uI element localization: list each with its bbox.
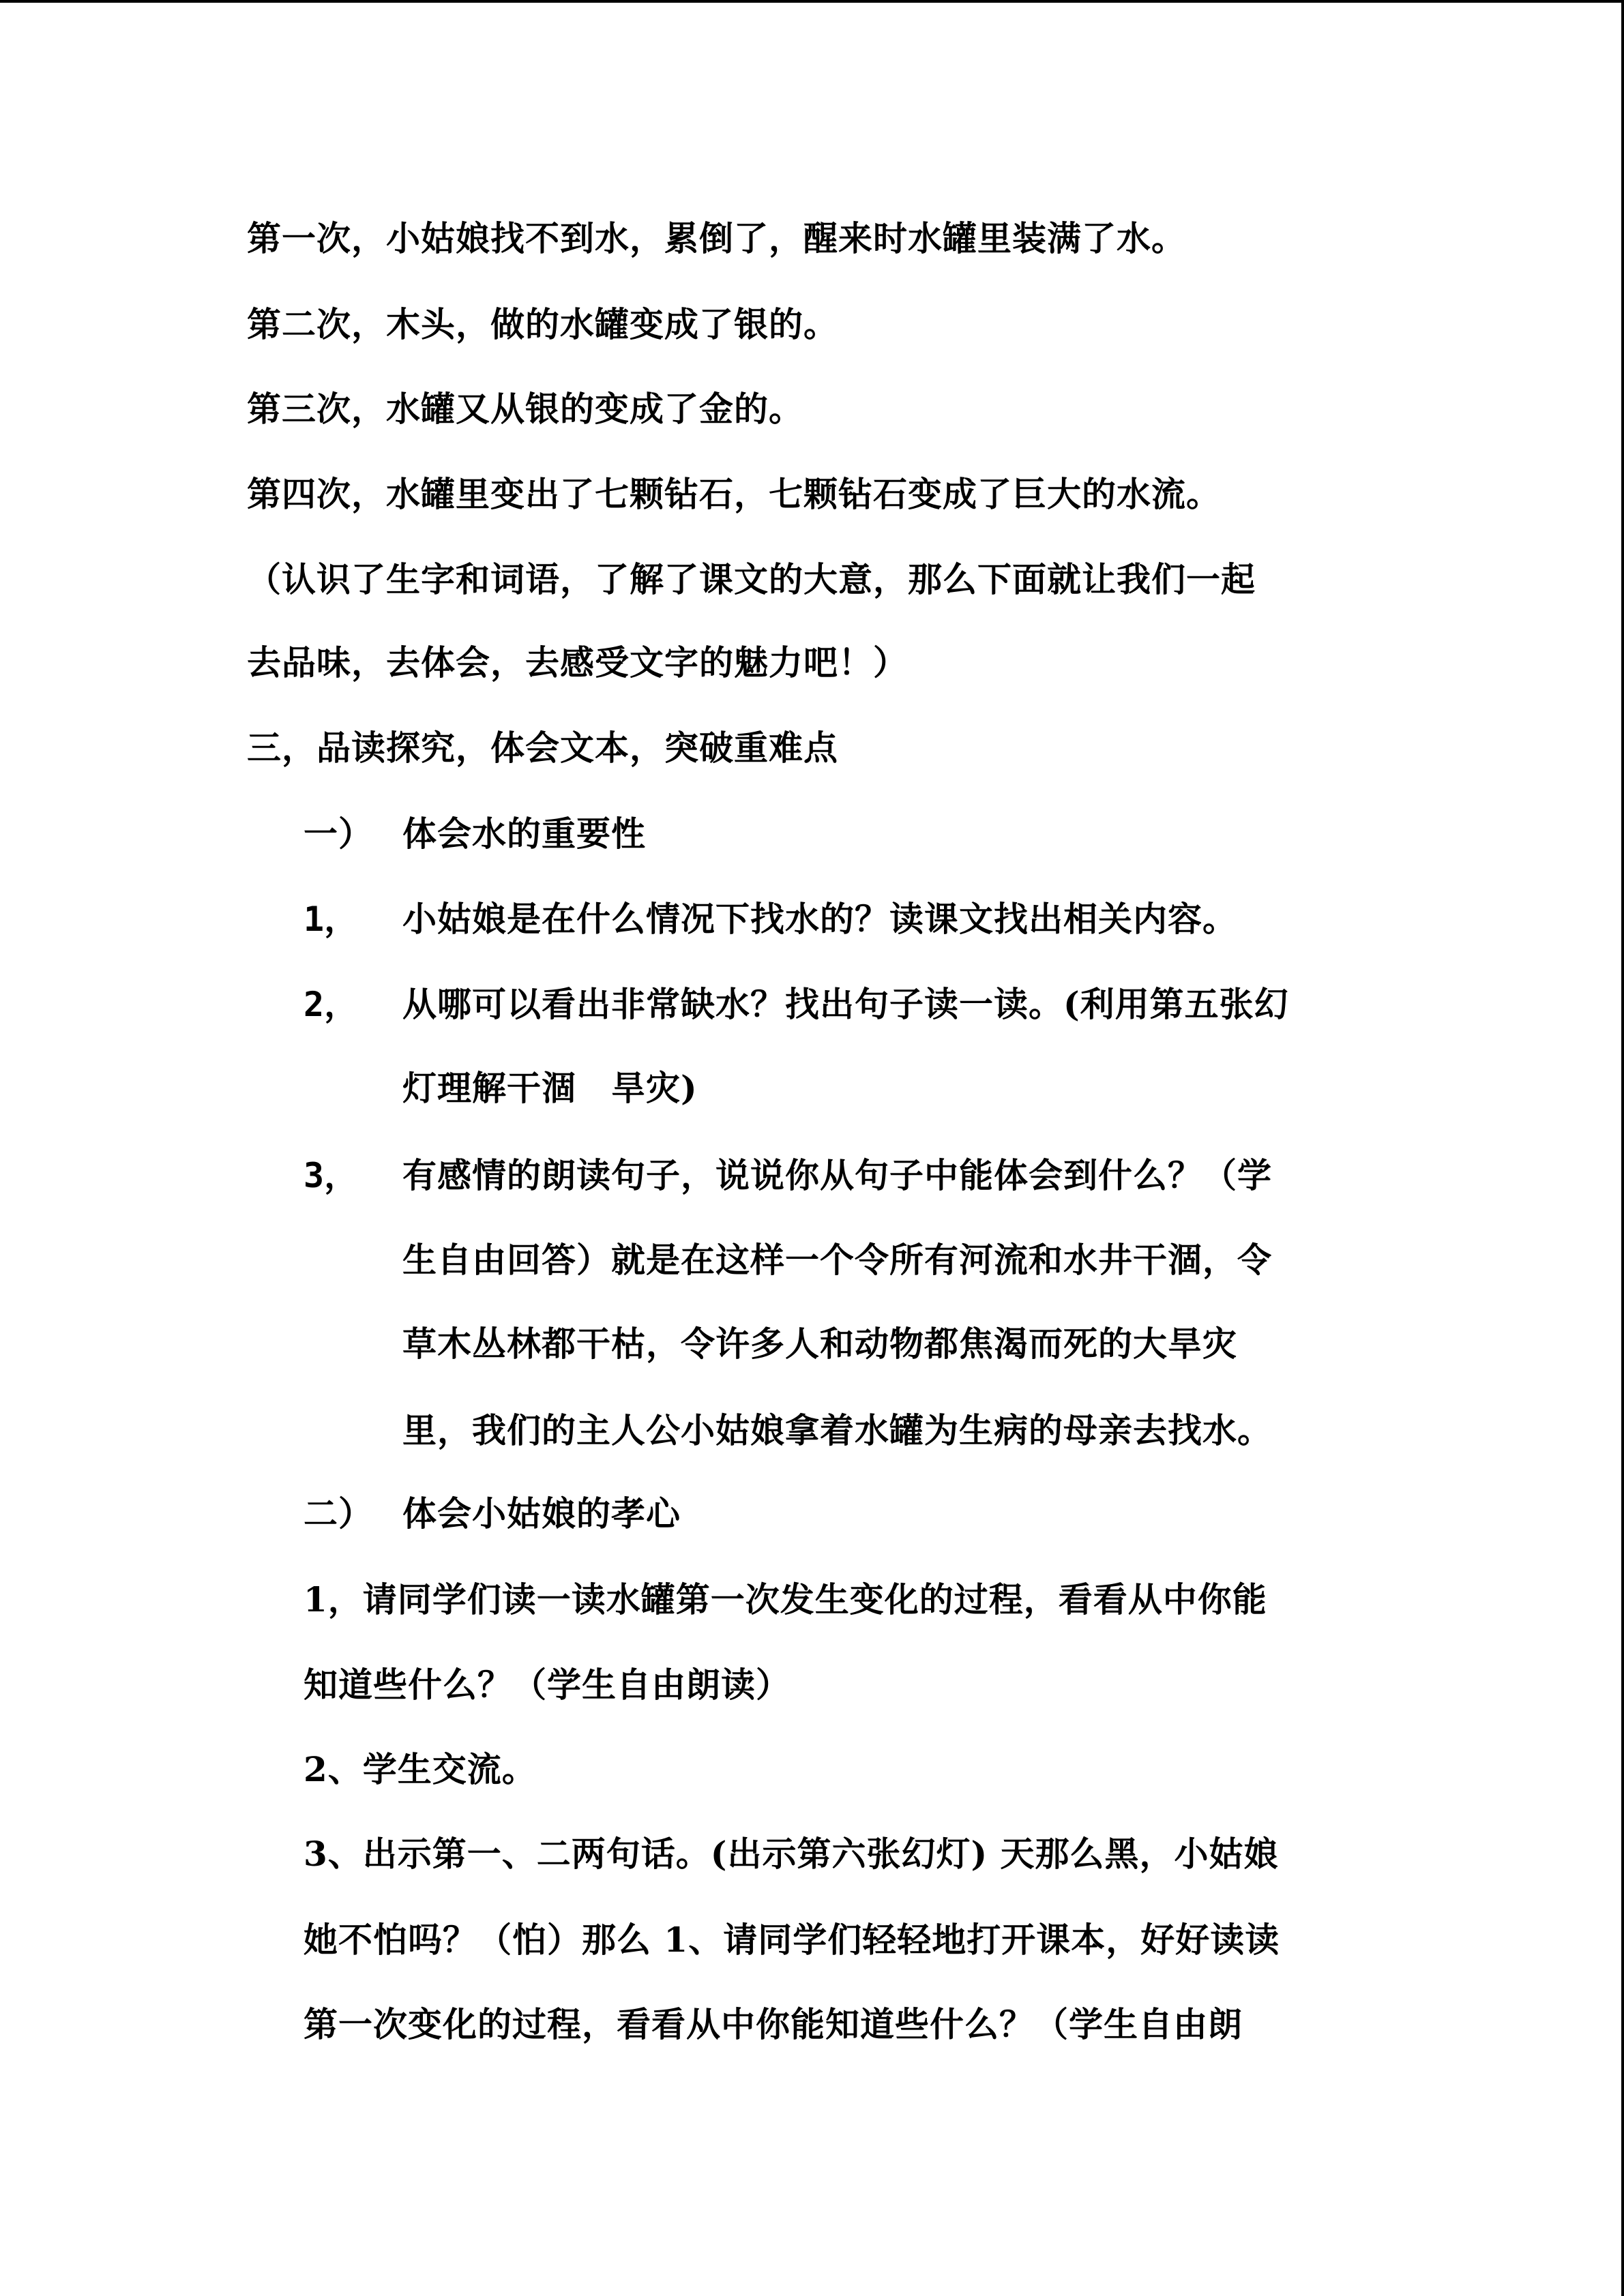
subsection-label: 二）	[304, 1493, 373, 1534]
paragraph-line: 去品味，去体会，去感受文字的魅力吧！）	[247, 642, 908, 683]
list-item-number: 3，	[304, 1156, 359, 1195]
paragraph-line: 她不怕吗？（怕）那么 1、请同学们轻轻地打开课本，好好读读	[304, 1920, 1280, 1960]
paragraph-line: 第四次，水罐里变出了七颗钻石，七颗钻石变成了巨大的水流。	[247, 474, 1221, 514]
subsection-title: 体会小姑娘的孝心	[402, 1493, 681, 1534]
list-item-text: 从哪可以看出非常缺水？找出句子读一读。(利用第五张幻	[402, 984, 1289, 1024]
list-item-text: 有感情的朗读句子，说说你从句子中能体会到什么？（学	[402, 1155, 1272, 1195]
section-heading: 三，品读探究，体会文本，突破重难点	[247, 728, 838, 768]
paragraph-line: 第三次，水罐又从银的变成了金的。	[247, 389, 803, 429]
list-item-text: 生自由回答）就是在这样一个令所有河流和水井干涸，令	[402, 1240, 1272, 1280]
list-item-text: 里，我们的主人公小姑娘拿着水罐为生病的母亲去找水。	[402, 1410, 1272, 1450]
list-item-text: 灯理解干涸 旱灾)	[402, 1068, 698, 1108]
paragraph-line: 第二次，木头，做的水罐变成了银的。	[247, 304, 838, 344]
paragraph-line: 1，请同学们读一读水罐第一次发生变化的过程，看看从中你能	[304, 1579, 1267, 1620]
paragraph-line: 第一次变化的过程，看看从中你能知道些什么？（学生自由朗	[304, 2004, 1243, 2044]
paragraph-line: （认识了生字和词语，了解了课文的大意，那么下面就让我们一起	[247, 559, 1256, 599]
subsection-label: 一）	[304, 814, 373, 854]
paragraph-line: 第一次，小姑娘找不到水，累倒了，醒来时水罐里装满了水。	[247, 218, 1186, 258]
paragraph-line: 知道些什么？（学生自由朗读）	[304, 1665, 791, 1705]
paragraph-line: 2、学生交流。	[304, 1749, 537, 1789]
list-item-number: 2，	[304, 985, 359, 1024]
list-item-number: 1，	[304, 899, 359, 939]
list-item-text: 草木丛林都干枯，令许多人和动物都焦渴而死的大旱灾	[402, 1324, 1237, 1364]
list-item-text: 小姑娘是在什么情况下找水的？读课文找出相关内容。	[402, 899, 1237, 939]
paragraph-line: 3、出示第一、二两句话。(出示第六张幻灯) 天那么黑，小姑娘	[304, 1834, 1279, 1874]
subsection-title: 体会水的重要性	[402, 814, 646, 854]
